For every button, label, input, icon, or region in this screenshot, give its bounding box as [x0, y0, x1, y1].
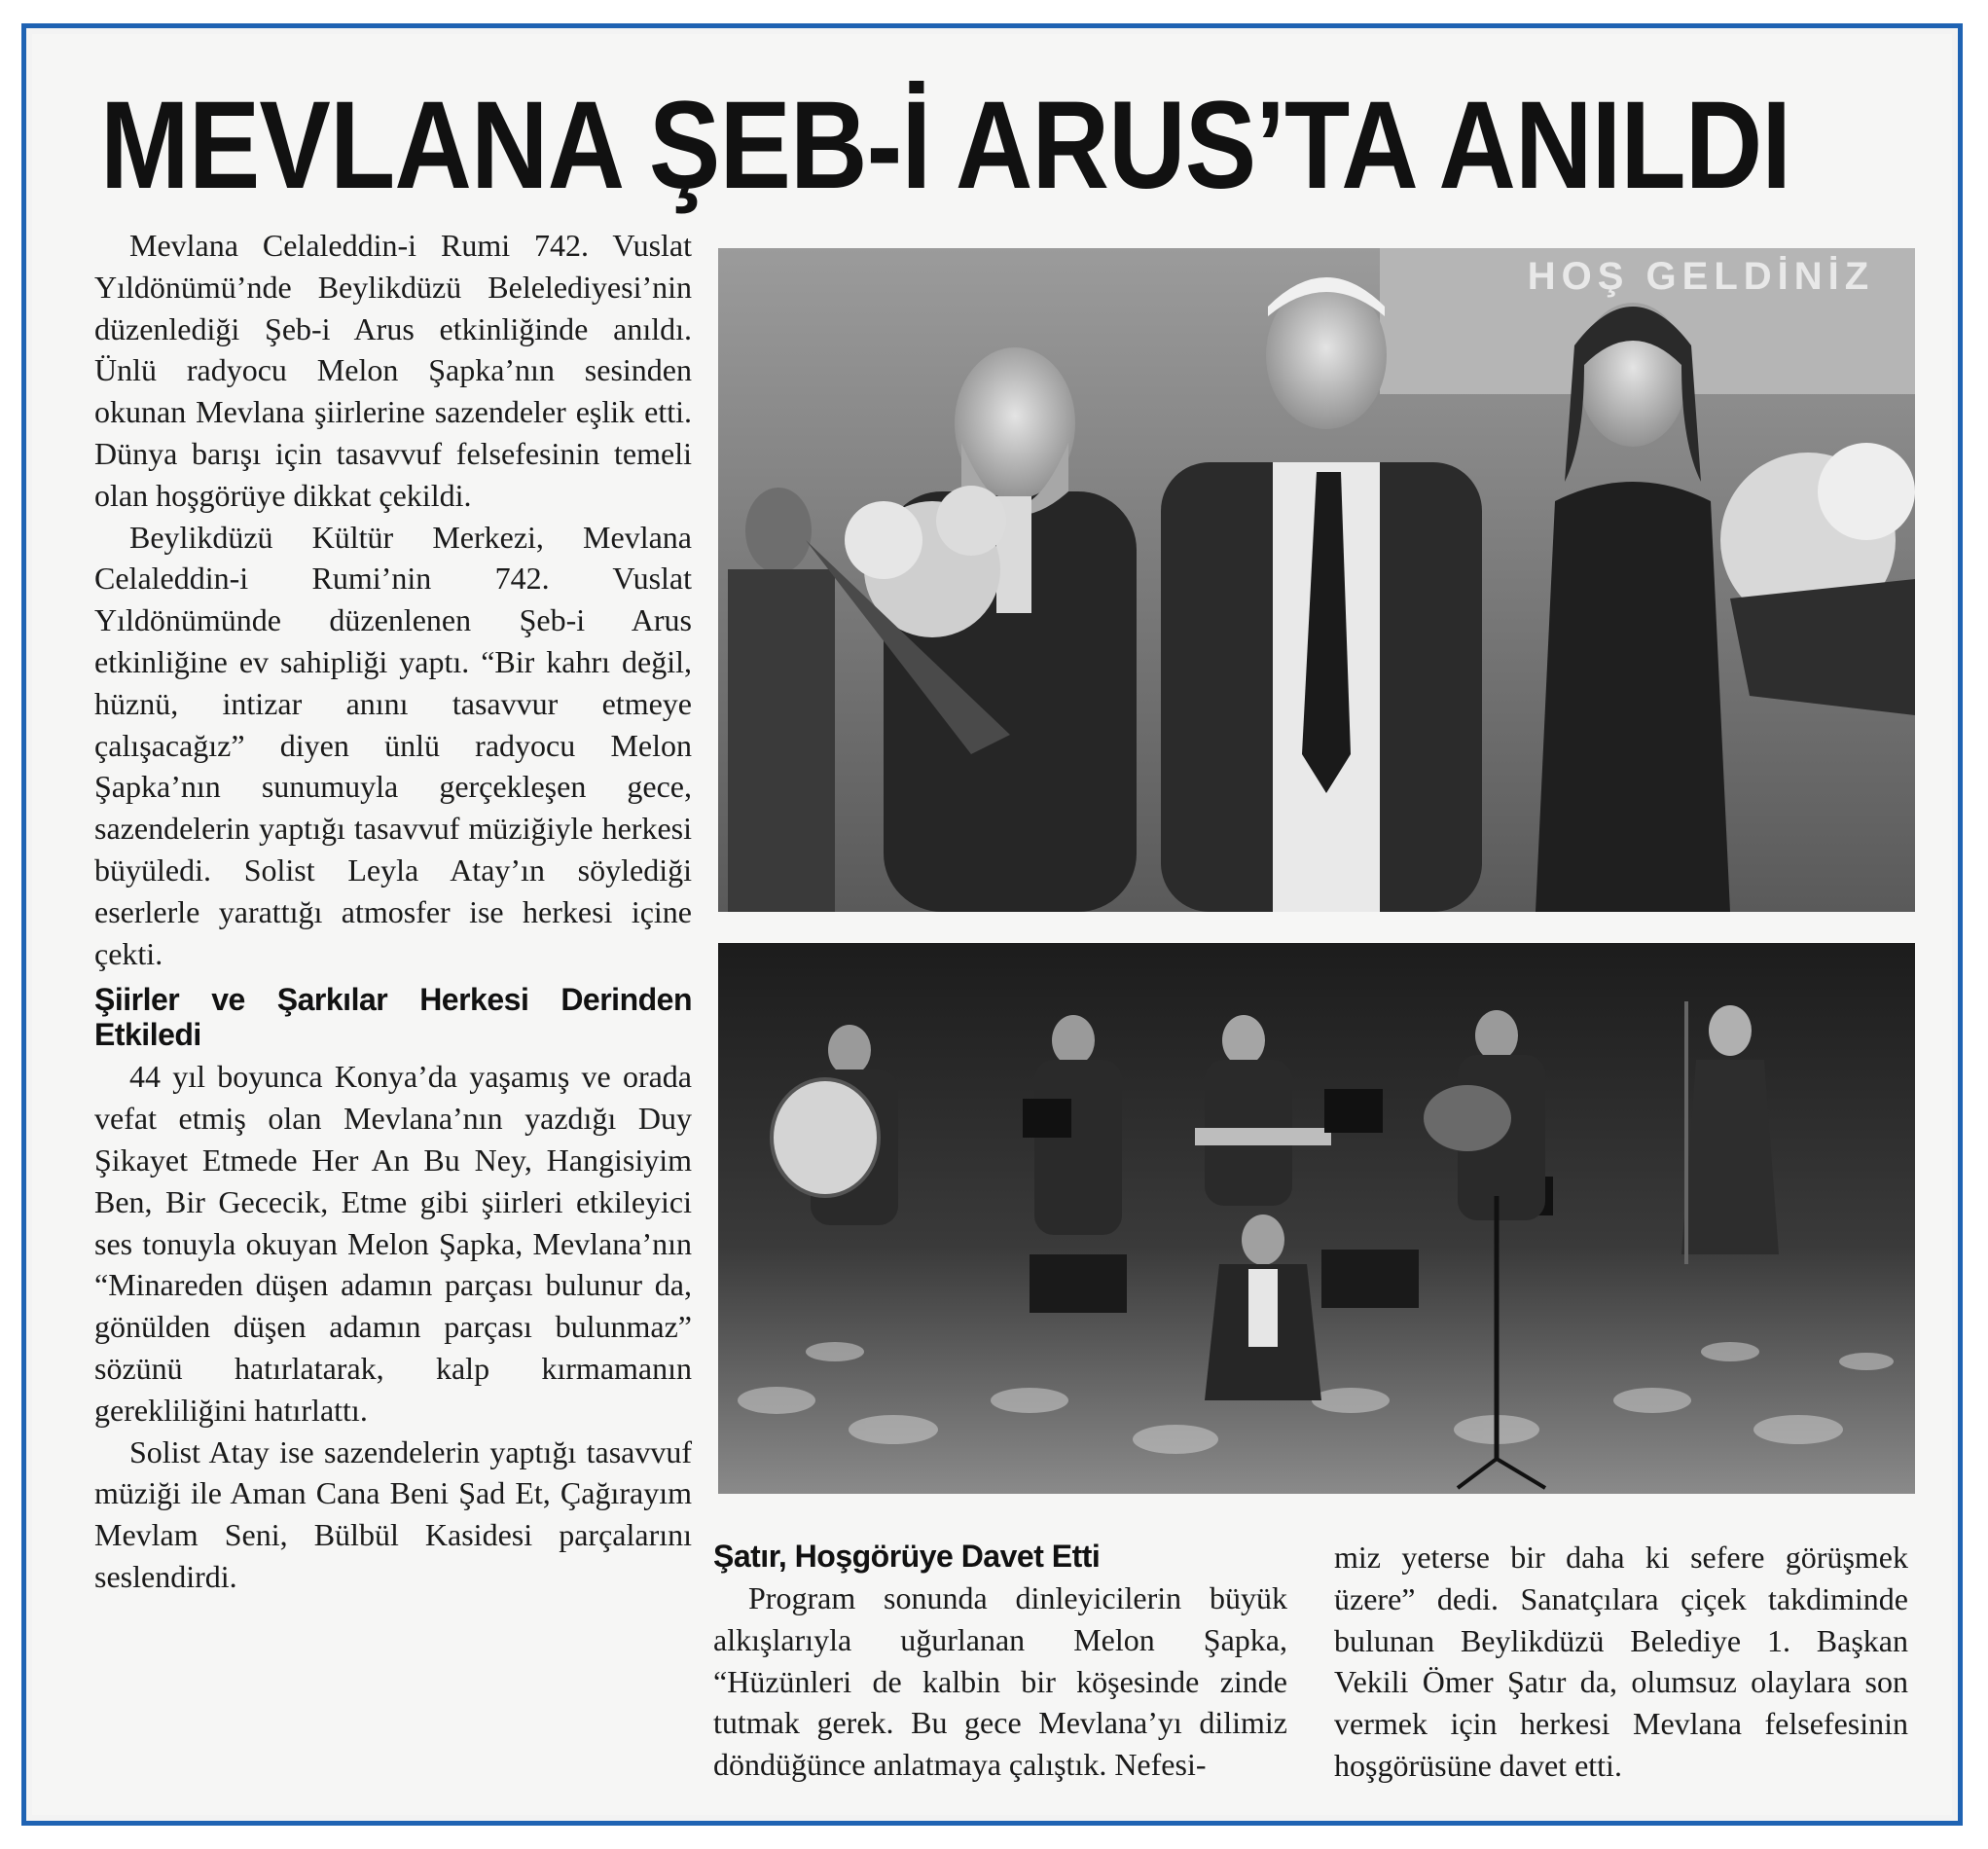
paragraph-intro: Mevlana Celaleddin-i Rumi 742. Vuslat Yıldönümü’nde Beylikdüzü Belelediyesi’nin düzenlediği Şeb-i Arus etkinliğinde anıldı. Ünlü radyocu Melon Şapka’nın sesinden okunan Mevlana şiirlerine sazendeler eşlik etti. Dünya barışı için tasavvuf felsefesinin temeli olan hoşgörüye dikkat çekildi. [94, 228, 692, 513]
paragraph-venue: Beylikdüzü Kültür Merkezi, Mevlana Celaleddin-i Rumi’nin 742. Vuslat Yıldönümünde düzenlenen Şeb-i Arus etkinliğine ev sahipliği yaptı. “Bir kahrı değil, hüznü, intizar anını tasavvur etmeye çalışacağız” diyen ünlü radyocu Melon Şapka’nın sunumuyla gerçekleşen gece, sazendelerin yaptığı tasavvuf müziğiyle herkesi büyüledi. Solist Leyla Atay’ın söylediği eserlerle yarattığı atmosfer ise herkesi içine çekti. [94, 519, 692, 971]
paragraph-program-end: Program sonunda dinleyicilerin büyük alkışlarıyla uğurlanan Melon Şapka, “Hüzünleri de kalbin bir köşesinde zinde tutmak gerek. Bu gece Mevlana’yı dilimiz döndüğünce anlatmaya çalıştık. Nefesi- [713, 1580, 1287, 1783]
page-frame [21, 23, 1963, 1826]
article-headline: MEVLANA ŞEB-İ ARUS’TA ANILDI [100, 76, 1791, 215]
article-column-1 [94, 225, 692, 1598]
subheading-poems: Şiirler ve Şarkılar Herkesi Derinden Etkiledi [94, 982, 692, 1053]
photo-musicians-on-stage [718, 943, 1915, 1494]
photo-guests-with-flowers [718, 248, 1915, 912]
paragraph-soloist: Solist Atay ise sazendelerin yaptığı tasavvuf müziği ile Aman Cana Beni Şad Et, Çağırayım Mevlam Seni, Bülbül Kasidesi parçalarını seslendirdi. [94, 1433, 692, 1594]
paragraph-poems: 44 yıl boyunca Konya’da yaşamış ve orada vefat etmiş olan Mevlana’nın yazdığı Duy Şikayet Etmede Her An Bu Ney, Hangisiyim Ben, Bir Gececik, Etme gibi şiirleri etkileyici ses tonuyla okuyan Melon Şapka, Mevlana’nın “Minareden düşen adamın parçası bulunur da, gönülden düşen adamın parçası bulunmaz” sözünü hatırlatarak, kalp kırmamanın gerekliliğini hatırlattı. [94, 1059, 692, 1428]
newspaper-clipping [32, 34, 1952, 1815]
banner-text: HOŞ GELDİNİZ [1527, 255, 1875, 298]
article-column-2 [713, 1531, 1287, 1786]
subheading-tolerance: Şatır, Hoşgörüye Davet Etti [713, 1539, 1101, 1574]
paragraph-invitation: miz yeterse bir daha ki sefere görüşmek üzere” dedi. Sanatçılara çiçek takdiminde bulunan Beylikdüzü Belediye 1. Başkan Vekili Ömer Şatır da, olumsuz olaylara son vermek için herkesi Mevlana felsefesinin hoşgörüsüne davet etti. [1334, 1540, 1908, 1783]
article-column-3 [1334, 1537, 1908, 1787]
